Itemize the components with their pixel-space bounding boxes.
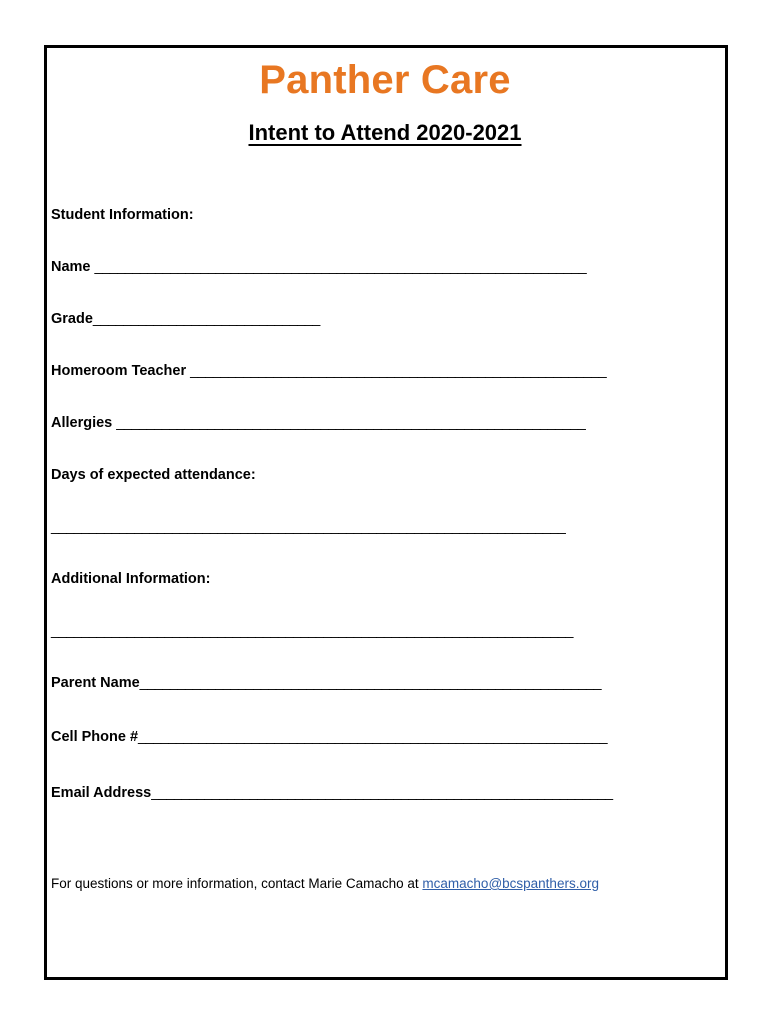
- email-field[interactable]: [51, 784, 613, 802]
- cell-phone-field[interactable]: [51, 728, 607, 746]
- additional-heading: Additional Information:: [51, 571, 211, 587]
- name-field[interactable]: [51, 258, 586, 276]
- subtitle-container: [0, 120, 770, 146]
- days-heading: Days of expected attendance:: [51, 467, 256, 483]
- cell-phone-blank[interactable]: ______________________________________________________________: [138, 729, 608, 745]
- days-field[interactable]: [51, 518, 565, 536]
- parent-name-label: Parent Name: [51, 675, 140, 691]
- email-blank[interactable]: _____________________________________________________________: [151, 785, 613, 801]
- student-info-heading: Student Information:: [51, 207, 194, 223]
- grade-field[interactable]: [51, 310, 320, 328]
- page-title: Panther Care: [259, 58, 511, 102]
- email-label: Email Address: [51, 785, 152, 801]
- parent-name-field[interactable]: [51, 674, 601, 692]
- name-label: Name: [51, 259, 95, 275]
- name-blank[interactable]: _________________________________________________________________: [94, 259, 587, 275]
- additional-field[interactable]: [51, 622, 573, 640]
- contact-email-link[interactable]: mcamacho@bcspanthers.org: [422, 876, 599, 891]
- form-border: [44, 45, 728, 980]
- footer-note: [51, 876, 599, 891]
- allergies-field[interactable]: [51, 414, 585, 432]
- grade-blank[interactable]: ______________________________: [92, 311, 320, 327]
- page-subtitle: Intent to Attend 2020-2021: [248, 120, 522, 145]
- homeroom-blank[interactable]: _______________________________________________________: [190, 363, 607, 379]
- grade-label: Grade: [51, 311, 93, 327]
- cell-phone-label: Cell Phone #: [51, 729, 139, 745]
- homeroom-label: Homeroom Teacher: [51, 363, 191, 379]
- homeroom-field[interactable]: [51, 362, 606, 380]
- allergies-label: Allergies: [51, 415, 117, 431]
- days-blank[interactable]: ____________________________________________________________________: [51, 519, 566, 535]
- additional-blank[interactable]: _____________________________________________________________________: [51, 623, 573, 639]
- parent-name-blank[interactable]: _____________________________________________________________: [139, 675, 602, 691]
- footer-text: For questions or more information, contact Marie Camacho at: [51, 876, 423, 891]
- allergies-blank[interactable]: ______________________________________________________________: [116, 415, 586, 431]
